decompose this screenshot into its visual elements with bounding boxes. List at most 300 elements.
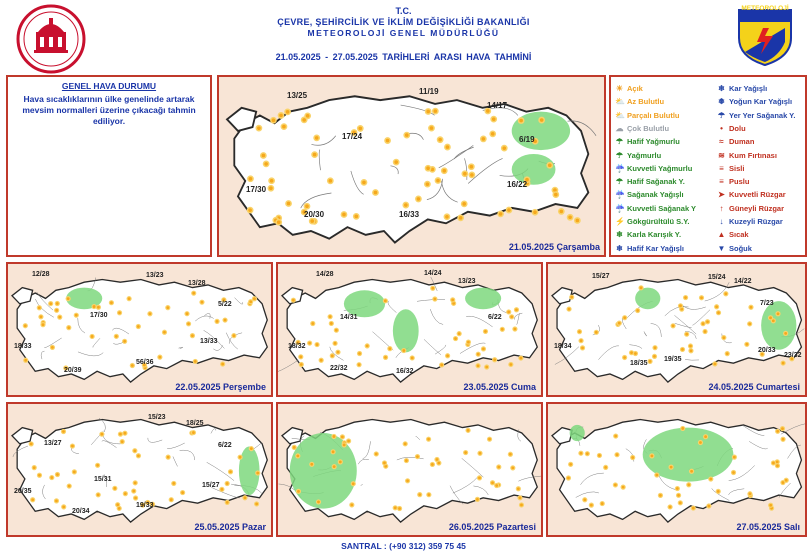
sun-icon [281, 124, 286, 129]
temperature-label: 14/24 [424, 270, 442, 277]
legend-label: Gökgürültülü S.Y. [627, 217, 690, 226]
sun-icon [248, 208, 253, 213]
legend-label: Kuvvetli Yağmurlu [627, 163, 693, 173]
sun-icon [454, 337, 458, 341]
legend-item [717, 96, 792, 107]
sun-icon [514, 308, 518, 312]
sun-icon [373, 190, 378, 195]
legend-item [615, 243, 684, 254]
map-panel-day5 [6, 402, 273, 537]
north-wind-icon: ↓ [719, 217, 724, 226]
temperature-label: 16/33 [399, 210, 420, 219]
legend-item [717, 176, 749, 187]
map-panel-day2 [6, 262, 273, 397]
sun-icon [96, 493, 100, 497]
sun-icon [597, 453, 601, 457]
sun-icon [677, 493, 681, 497]
turkey-map [278, 264, 541, 395]
sun-icon [54, 499, 58, 503]
sun-icon [623, 355, 627, 359]
sun-icon [229, 470, 233, 474]
temperature-label: 14/22 [734, 278, 752, 285]
sun-icon [191, 431, 195, 435]
temperature-label: 15/23 [148, 414, 166, 421]
legend-item [615, 176, 685, 187]
sun-icon [451, 298, 455, 302]
sun-icon [478, 451, 482, 455]
sun-icon [427, 437, 431, 441]
sun-icon [269, 178, 274, 183]
sun-icon [680, 347, 684, 351]
temperature-label: 16/22 [507, 180, 528, 189]
sun-icon [249, 447, 253, 451]
temperature-label: 20/30 [304, 210, 325, 219]
sun-icon [276, 220, 281, 225]
sun-icon [716, 489, 720, 493]
sun-icon [478, 476, 482, 480]
sun-icon [577, 330, 581, 334]
sun-icon [382, 461, 386, 465]
sun-icon [427, 493, 431, 497]
header-ministry: ÇEVRE, ŞEHİRCİLİK VE İKLİM DEĞİŞİKLİĞİ BAKANLIĞI [277, 17, 530, 27]
legend-item [615, 110, 680, 121]
legend-label: Çok Bulutlu [627, 123, 670, 133]
sun-icon [426, 109, 431, 114]
temperature-label: 7/23 [760, 300, 774, 307]
legend-label: Karla Karışık Y. [627, 230, 682, 240]
sun-icon [190, 334, 194, 338]
map-date-label: 21.05.2025 Çarşamba [508, 242, 600, 252]
sun-icon [225, 500, 229, 504]
sun-icon [415, 455, 419, 459]
sun-icon [403, 202, 408, 207]
sun-icon [781, 361, 785, 365]
sun-icon [61, 429, 65, 433]
sun-icon [127, 297, 131, 301]
temperature-label: 15/27 [592, 273, 610, 280]
sun-icon [354, 214, 359, 219]
sun-icon [332, 465, 336, 469]
sun-icon [58, 315, 62, 319]
sun-icon [498, 211, 503, 216]
sun-icon [516, 487, 520, 491]
sun-icon [243, 496, 247, 500]
legend-item [717, 216, 783, 227]
hail-icon: • [720, 123, 723, 133]
sun-icon [330, 354, 334, 358]
sun-icon [249, 300, 253, 304]
cloud-icon: ☁ [615, 123, 624, 133]
sun-icon [410, 356, 414, 360]
local-shower-icon: ☂ [717, 110, 726, 120]
temperature-label: 17/30 [246, 185, 267, 194]
sun-icon [585, 452, 589, 456]
sun-icon [444, 214, 449, 219]
sun-icon [483, 329, 487, 333]
sun-icon [31, 498, 35, 502]
temperature-label: 15/31 [94, 476, 112, 483]
sun-icon [435, 178, 440, 183]
sun-icon [725, 352, 729, 356]
sun-icon [55, 473, 59, 477]
sun-icon [39, 315, 43, 319]
sun-icon [169, 498, 173, 502]
sun-icon [118, 432, 122, 436]
sun-icon [539, 117, 544, 122]
sun-icon [41, 323, 45, 327]
sun-icon [109, 301, 113, 305]
sun-icon [510, 315, 514, 319]
sun-icon [653, 346, 657, 350]
sun-icon [351, 482, 355, 486]
sun-icon [192, 291, 196, 295]
sun-icon [442, 168, 447, 173]
legend-item [615, 163, 692, 174]
sun-icon [133, 481, 137, 485]
sun-icon [613, 483, 617, 487]
sun-icon [633, 351, 637, 355]
sun-icon [311, 322, 315, 326]
legend-label: Kuzeyli Rüzgar [729, 217, 783, 226]
sun-icon [185, 312, 189, 316]
sun-icon [404, 459, 408, 463]
map-date-label: 26.05.2025 Pazartesi [448, 522, 536, 532]
rain-area [393, 309, 419, 352]
temperature-label: 13/33 [200, 338, 218, 345]
legend-label: Parçalı Bulutlu [627, 110, 680, 120]
map-panel-day6 [276, 402, 543, 537]
sun-icon [594, 330, 598, 334]
sun-icon [23, 324, 27, 328]
legend-label: Dolu [729, 123, 746, 133]
sun-icon [162, 330, 166, 334]
sun-icon [347, 439, 351, 443]
general-weather-text: Hava sıcaklıklarının ülke genelinde artarak mevsim normalleri üzerine çıkacağı tahmin ediliyor. [22, 94, 196, 126]
temperature-label: 20/35 [14, 488, 32, 495]
sun-icon [567, 307, 571, 311]
sun-icon [495, 484, 499, 488]
map-date-label: 24.05.2025 Cumartesi [708, 382, 800, 392]
sun-icon [462, 171, 467, 176]
sun-icon [732, 455, 736, 459]
sun-icon [513, 327, 517, 331]
map-panel-day4 [546, 262, 807, 397]
sun-icon [781, 437, 785, 441]
legend-label: Hafif Yağmurlu [627, 137, 680, 147]
sun-icon [24, 358, 28, 362]
map-panel-day3 [276, 262, 543, 397]
temperature-label: 19/33 [136, 502, 154, 509]
sun-icon [623, 316, 627, 320]
sun-icon [221, 362, 225, 366]
light-shower-icon: ☂ [615, 177, 624, 187]
sun-icon [329, 321, 333, 325]
heavy-shower-icon: ☔ [615, 203, 625, 213]
sun-icon [336, 350, 340, 354]
sun-icon [446, 354, 450, 358]
sun-icon [49, 302, 53, 306]
temperature-label: 20/39 [64, 367, 82, 374]
legend-item [717, 150, 777, 161]
sun-icon [123, 431, 127, 435]
sun-icon [425, 182, 430, 187]
sun-icon [784, 478, 788, 482]
sun-icon [256, 471, 260, 475]
south-wind-icon: ↑ [719, 203, 724, 213]
sun-icon [497, 465, 501, 469]
legend-label: Sisli [729, 163, 745, 173]
sun-icon [655, 473, 659, 477]
legend-item [615, 96, 664, 107]
sun-icon [431, 286, 435, 290]
sun-icon [50, 476, 54, 480]
sun-icon [440, 363, 444, 367]
temperature-label: 14/17 [487, 101, 508, 110]
sun-icon [475, 497, 479, 501]
light-snow-icon: ❄ [616, 243, 623, 253]
sun-icon [296, 489, 300, 493]
sandstorm-icon: ≋ [718, 150, 725, 160]
sun-icon [722, 336, 726, 340]
sun-icon [589, 503, 593, 507]
header-directorate: METEOROLOJİ GENEL MÜDÜRLÜĞÜ [307, 28, 500, 38]
footer-phone: SANTRAL : (+90 312) 359 75 45 [341, 541, 466, 551]
sun-icon [769, 316, 773, 320]
sun-icon [717, 311, 721, 315]
sun-icon [458, 215, 463, 220]
legend-item [615, 150, 661, 161]
sun-icon [418, 493, 422, 497]
sun-icon [292, 445, 296, 449]
legend-item [615, 136, 680, 147]
sun-icon [784, 331, 788, 335]
sun-icon [299, 355, 303, 359]
legend-item [615, 189, 684, 200]
sun-icon [133, 449, 137, 453]
sun-icon [403, 442, 407, 446]
heavy-rain-icon: ☔ [615, 163, 625, 173]
sun-icon [687, 483, 691, 487]
sun-icon [220, 487, 224, 491]
sun-icon [775, 464, 779, 468]
sun-icon [333, 341, 337, 345]
sun-icon [66, 297, 70, 301]
sun-icon [559, 209, 564, 214]
sun-icon [425, 166, 430, 171]
sun-icon [476, 352, 480, 356]
sun-icon [713, 362, 717, 366]
sun-icon [748, 322, 752, 326]
temperature-label: 11/19 [419, 87, 439, 96]
sun-icon [604, 465, 608, 469]
sun-icon [384, 355, 388, 359]
sun-icon [90, 334, 94, 338]
sun-icon [469, 172, 474, 177]
turkey-map [219, 77, 604, 255]
turkey-map [548, 404, 805, 535]
rain-area [761, 301, 796, 350]
sun-icon [123, 492, 127, 496]
sun-icon [315, 343, 319, 347]
legend-item [717, 83, 767, 94]
rain-area [635, 288, 660, 310]
sun-icon [261, 153, 266, 158]
sun-icon [113, 486, 117, 490]
sun-icon [457, 332, 461, 336]
sun-icon [314, 135, 319, 140]
sun-icon [732, 471, 736, 475]
sun-icon [332, 434, 336, 438]
fog-icon: ≡ [719, 163, 724, 173]
sun-icon [519, 356, 523, 360]
temperature-label: 18/35 [630, 360, 648, 367]
sun-icon [506, 207, 511, 212]
sun-icon [507, 310, 511, 314]
sun-icon [50, 345, 54, 349]
sun-icon [416, 196, 421, 201]
sun-icon [500, 327, 504, 331]
thrace-outline [552, 428, 572, 444]
sun-icon [569, 462, 573, 466]
sun-icon [493, 358, 497, 362]
sun-icon [745, 342, 749, 346]
sun-icon [485, 365, 489, 369]
sun-icon [617, 321, 621, 325]
sun-icon [404, 133, 409, 138]
map-date-label: 27.05.2025 Salı [736, 522, 800, 532]
sun-icon [96, 305, 100, 309]
sun-icon [341, 212, 346, 217]
sun-icon [532, 210, 537, 215]
map-panel-main [217, 75, 606, 257]
sun-icon [406, 479, 410, 483]
rain-area [290, 433, 357, 509]
sun-icon [310, 219, 315, 224]
sun-icon [437, 461, 441, 465]
sun-icon [519, 503, 523, 507]
legend-label: Kar Yağışlı [729, 84, 768, 93]
sun-icon [430, 462, 434, 466]
sun-icon [187, 322, 191, 326]
sun-icon: ☀ [615, 84, 624, 93]
sun-icon [462, 201, 467, 206]
sun-icon [776, 312, 780, 316]
sun-icon [166, 306, 170, 310]
sun-icon [340, 435, 344, 439]
thrace-outline [227, 108, 256, 131]
sun-icon [338, 460, 342, 464]
sun-icon [781, 427, 785, 431]
temperature-label: 19/35 [664, 356, 682, 363]
sun-icon [256, 126, 261, 131]
temperature-label: 13/23 [146, 272, 164, 279]
legend-item [717, 123, 746, 134]
sun-icon [701, 322, 705, 326]
temperature-label: 5/22 [218, 301, 232, 308]
sun-icon [570, 295, 574, 299]
sun-icon [252, 297, 256, 301]
sun-icon [158, 355, 162, 359]
hot-icon: ▲ [717, 230, 726, 240]
map-date-label: 23.05.2025 Cuma [463, 382, 536, 392]
sun-icon [502, 146, 507, 151]
legend-label: Duman [729, 137, 755, 147]
thrace-outline [12, 428, 33, 444]
temperature-label: 18/25 [186, 420, 204, 427]
sun-icon [136, 454, 140, 458]
sun-icon [223, 318, 227, 322]
sun-icon [268, 186, 273, 191]
sun-icon [648, 359, 652, 363]
legend-label: Kuvvetli Rüzgar [729, 190, 786, 200]
cold-icon: ▼ [717, 243, 726, 253]
sun-icon [166, 455, 170, 459]
sun-icon [67, 484, 71, 488]
sun-icon [136, 324, 140, 328]
sun-icon [215, 319, 219, 323]
sun-icon [684, 296, 688, 300]
temperature-label: 12/28 [32, 271, 50, 278]
sun-icon [476, 364, 480, 368]
sun-icon [181, 491, 185, 495]
partly-cloudy-icon: ⛅ [615, 110, 625, 120]
sun-icon [690, 469, 694, 473]
sun-icon [264, 161, 269, 166]
sun-icon [553, 192, 558, 197]
sun-icon [707, 504, 711, 508]
temperature-label: 17/30 [90, 312, 108, 319]
sun-icon [358, 352, 362, 356]
legend-box [609, 75, 807, 257]
sun-icon [749, 305, 753, 309]
legend-item [717, 189, 786, 200]
sun-icon [466, 428, 470, 432]
sleet-icon: ❄ [616, 230, 623, 240]
map-date-label: 25.05.2025 Pazar [194, 522, 266, 532]
sun-icon [678, 501, 682, 505]
sun-icon [361, 180, 366, 185]
sun-icon [481, 347, 485, 351]
sun-icon [669, 465, 673, 469]
sun-icon [328, 178, 333, 183]
temperature-label: 13/28 [188, 280, 206, 287]
sun-icon [383, 299, 387, 303]
sun-icon [653, 354, 657, 358]
sun-icon [509, 362, 513, 366]
sun-icon [225, 482, 229, 486]
sun-icon [639, 286, 643, 290]
sun-icon [706, 320, 710, 324]
turkey-map [8, 404, 271, 535]
sun-icon [116, 503, 120, 507]
sun-icon [328, 315, 332, 319]
sun-icon [296, 454, 300, 458]
sun-icon [96, 463, 100, 467]
sun-icon [37, 306, 41, 310]
sun-icon [304, 204, 309, 209]
shower-icon: ☔ [615, 190, 625, 200]
sun-icon [291, 298, 295, 302]
smoke-icon: ≈ [719, 137, 724, 147]
sun-icon [148, 312, 152, 316]
sun-icon [100, 432, 104, 436]
sun-icon [491, 481, 495, 485]
sun-icon [488, 437, 492, 441]
temperature-label: 6/22 [218, 442, 232, 449]
sun-icon [469, 164, 474, 169]
sun-icon [715, 305, 719, 309]
sun-icon [724, 292, 728, 296]
